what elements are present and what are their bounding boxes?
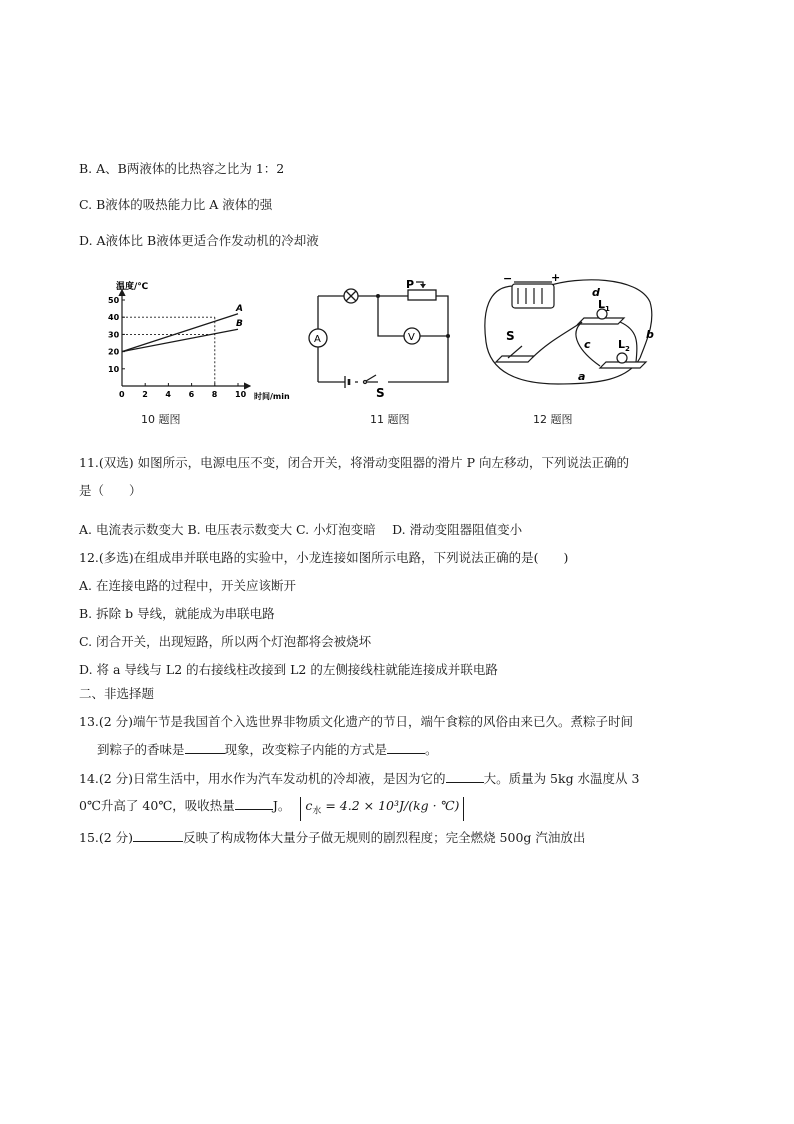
q15-text-b: 反映了构成物体大量分子做无规则的剧烈程度；完全燃烧 500g 汽油放出 xyxy=(183,830,586,845)
q13-blank-1[interactable] xyxy=(185,741,225,754)
fig11-voltmeter-label: V xyxy=(408,332,415,343)
figure-10-caption: 10 题图 xyxy=(141,413,181,426)
q15-line1 xyxy=(79,829,585,847)
fig10-y-tick-label: 50 xyxy=(108,296,120,305)
fig11-switch-label: S xyxy=(376,386,385,398)
fig12-minus-label: − xyxy=(503,272,513,285)
q12-option-d: D. 将 a 导线与 L2 的右接线柱改接到 L2 的左侧接线柱就能连接成并联电路 xyxy=(79,662,498,677)
fig10-x-tick-label: 4 xyxy=(165,390,171,399)
q14-text-a: 14.(2 分)日常生活中，用水作为汽车发动机的冷却液，是因为它的 xyxy=(79,771,446,786)
fig10-x-tick-label: 0 xyxy=(119,390,125,399)
q11-stem-line1: 11.(双选) 如图所示，电源电压不变，闭合开关，将滑动变阻器的滑片 P 向左移动，下列说法正确的 xyxy=(79,455,629,470)
figure-12-caption: 12 题图 xyxy=(533,413,573,426)
q10-option-c: C. B液体的吸热能力比 A 液体的强 xyxy=(79,197,273,212)
q14-blank-1[interactable] xyxy=(446,770,484,783)
fig12-a-label: a xyxy=(578,370,586,383)
q14-formula xyxy=(300,797,464,821)
fig12-l2-label: L xyxy=(618,338,626,351)
fig12-c-label: c xyxy=(584,338,591,351)
fig10-x-tick-label: 6 xyxy=(188,390,195,399)
fig10-x-tick-label: 10 xyxy=(235,390,247,399)
figure-12-circuit xyxy=(478,272,658,407)
fig12-l1-sub: 1 xyxy=(605,305,610,313)
figure-10-chart xyxy=(100,278,300,406)
figure-11-circuit xyxy=(300,278,460,398)
fig10-ylabel: 温度/℃ xyxy=(116,282,149,292)
fig12-b-label: b xyxy=(646,328,654,341)
q12-option-a: A. 在连接电路的过程中，开关应该断开 xyxy=(79,578,296,593)
fig10-y-tick-label: 30 xyxy=(108,330,120,340)
figure-11-caption: 11 题图 xyxy=(370,413,410,426)
q15-text-a: 15.(2 分) xyxy=(79,830,134,845)
q14-text-c: 0℃升高了 40℃，吸收热量 xyxy=(79,798,235,813)
fig12-s-label: S xyxy=(506,329,515,343)
q14-formula-sub: 水 xyxy=(312,806,322,817)
fig10-series-label-b: B xyxy=(236,319,243,330)
q12-stem: 12.(多选)在组成串并联电路的实验中，小龙连接如图所示电路，下列说法正确的是( ) xyxy=(79,550,569,565)
q12-option-c: C. 闭合开关，出现短路，所以两个灯泡都将会被烧坏 xyxy=(79,634,372,649)
fig10-y-tick-label: 10 xyxy=(108,364,120,374)
q15-blank-1[interactable] xyxy=(133,829,183,842)
fig10-series-label-a: A xyxy=(236,303,243,314)
fig10-y-tick-label: 20 xyxy=(108,347,120,357)
q12-option-b: B. 拆除 b 导线，就能成为串联电路 xyxy=(79,606,275,621)
fig10-y-tick-label: 40 xyxy=(108,313,120,323)
svg-text:L2 xyxy=(618,338,630,353)
q10-option-d: D. A液体比 B液体更适合作发动机的冷却液 xyxy=(79,233,319,248)
q11-stem-line2: 是（ ） xyxy=(79,483,142,498)
q13-line1: 13.(2 分)端午节是我国首个入选世界非物质文化遗产的节日，端午食粽的风俗由来已久。煮粽子时间 xyxy=(79,714,634,729)
fig11-ammeter-label: A xyxy=(314,334,321,345)
q14-text-b: 大。质量为 5kg 水温度从 3 xyxy=(483,771,640,786)
fig12-l1-label: L xyxy=(598,298,606,311)
q13-line2 xyxy=(97,741,438,759)
fig11-slider-label: P xyxy=(406,278,415,291)
q14-line1 xyxy=(79,770,639,788)
section-title: 二、非选择题 xyxy=(79,686,155,701)
fig10-x-tick-label: 8 xyxy=(211,390,218,399)
q13-blank-2[interactable] xyxy=(387,741,425,754)
q14-formula-c: c xyxy=(305,798,313,813)
fig12-l2-sub: 2 xyxy=(625,345,630,353)
q14-text-d: J。 xyxy=(272,798,291,813)
q13-text-b: 现象，改变粽子内能的方式是 xyxy=(224,742,388,757)
q14-line2 xyxy=(79,797,464,821)
q14-blank-2[interactable] xyxy=(235,797,273,810)
q11-options: A. 电流表示数变大 B. 电压表示数变大 C. 小灯泡变暗 D. 滑动变阻器阻值变小 xyxy=(79,522,523,537)
fig12-d-label: d xyxy=(592,286,600,299)
q14-formula-rest: = 4.2 × 10³J/(kg · ℃) xyxy=(321,798,460,813)
fig10-x-tick-label: 2 xyxy=(142,390,148,399)
q13-text-c: 。 xyxy=(425,742,438,757)
q13-text-a: 到粽子的香味是 xyxy=(97,742,185,757)
q10-option-b: B. A、B两液体的比热容之比为 1：2 xyxy=(79,161,285,176)
svg-text:L1 xyxy=(598,298,610,313)
fig10-xlabel: 时间/min xyxy=(254,392,290,401)
fig12-plus-label: + xyxy=(551,272,561,284)
